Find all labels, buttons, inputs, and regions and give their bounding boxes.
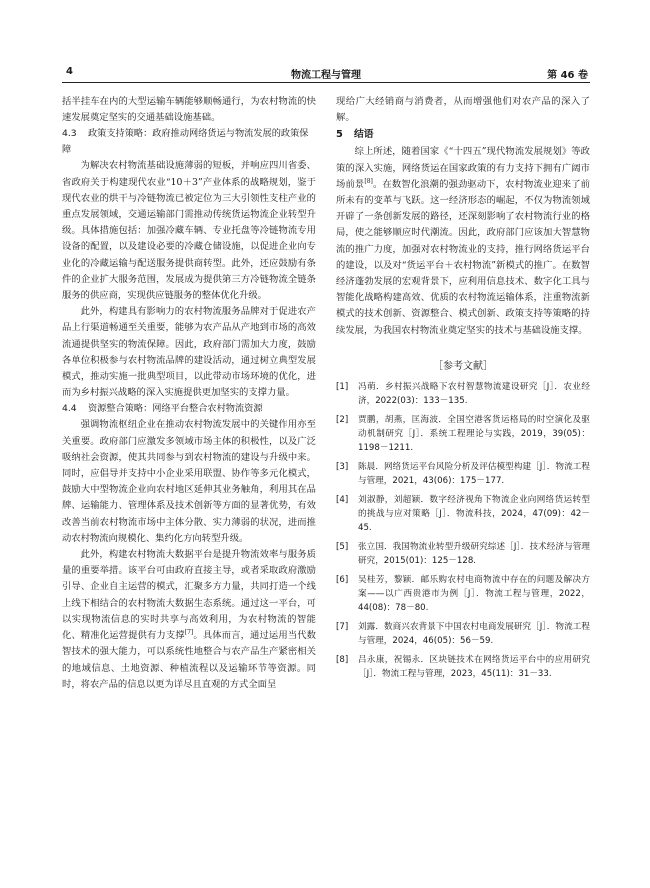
reference-text: 吴桂芳，黎颖．邮乐购农村电商物流中存在的问题及解决方案——以广西贵港市为例［J］．物流工程与管理，2022，44(08)：78－80. [358,574,590,613]
right-column [336,94,590,686]
reference-item [336,380,590,408]
paragraph: 括半挂车在内的大型运输车辆能够顺畅通行，为农村物流的快速发展奠定坚实的交通基础设施基础。 [62,96,316,124]
references-title: ［参考文献］ [433,360,493,372]
reference-number: [1] [336,381,349,392]
reference-item [336,493,590,535]
running-header [62,64,590,83]
section-heading-4-4 [62,401,316,417]
reference-text: 吕永康，祝锡永．区块链技术在网络货运平台中的应用研究［J］．物流工程与管理，2023，45(11)：31－33. [358,654,590,679]
paragraph-text: 此外，构建农村物流大数据平台是提升物流效率与服务质量的重要举措。该平台可由政府直接主导，或者采取政府激励引导、企业自主运营的模式，汇聚多方力量，共同打造一个线上线下相结合的农村物流大数据生态系统。通过这一平台，可以实现物流信息的实时共享与高效利用，为农村物流的智能化、精准化运营提供有力支撑 [62,549,316,642]
citation-ref: [8] [364,177,373,185]
section-title: 政策支持策略：政府推动网络货运与物流发展的政策保障 [62,128,309,156]
reference-item [336,573,590,615]
reference-item [336,620,590,648]
paragraph-text: 。具体而言，通过运用当代数智技术的强大能力，可以系统性地整合与农产品生产紧密相关的地域信息、土地资源、种植流程以及运输环节等资源。同时，将农产品的信息以更为详尽且直观的方式全面呈 [62,630,316,690]
section-number: 5 [336,129,343,141]
reference-number: [6] [336,574,349,585]
reference-number: [7] [336,621,349,632]
section-title: 结语 [354,129,374,141]
journal-title: 物流工程与管理 [291,70,361,81]
reference-text: 刘淑静，刘超颖．数字经济视角下物流企业向网络货运转型的挑战与应对策略［J］．物流科技，2024，47(09)：42－45. [358,494,590,533]
reference-text: 刘露．数商兴农背景下中国农村电商发展研究［J］．物流工程与管理，2024，46(05)：56－59. [358,621,590,646]
section-number: 4.4 [62,403,77,415]
reference-item [336,653,590,681]
section-heading-5 [336,126,590,144]
section-heading-4-3 [62,126,316,158]
reference-text: 贾鹏，胡燕，匡海波．全国空港客货运格局的时空演化及驱动机制研究［J］．系统工程理论与实践，2019，39(05)：1198－1211. [358,414,590,453]
reference-number: [5] [336,541,349,552]
reference-number: [8] [336,654,349,665]
reference-number: [3] [336,461,349,472]
reference-item [336,413,590,455]
reference-number: [2] [336,414,349,425]
reference-text: 陈晨．网络货运平台风险分析及评估模型构建［J］．物流工程与管理，2021，43(06)：175－177. [358,461,590,486]
left-column [62,94,316,693]
reference-list [336,380,590,681]
citation-ref: [7] [184,629,194,636]
reference-item [336,540,590,568]
reference-text: 张立国．我国物流业转型升级研究综述［J］．技术经济与管理研究，2015(01)：125－128. [358,541,590,566]
section-number: 4.3 [62,128,77,140]
reference-number: [4] [336,494,349,505]
paragraph [62,547,316,693]
paragraph: 为解决农村物流基础设施薄弱的短板，并响应四川省委、省政府关于构建现代农业“10＋3”产业体系的战略规划，鉴于现代农业的烘干与冷链物流已被定位为三大引领性支柱产业的重点发展领域，交通运输部门需推动传统货运物流企业转型升级。具体措施包括：加强冷藏车辆、专业托盘等冷链物流专用设备的配置，以及建设必要的冷藏仓储设施，以促进企业向专业化的冷藏运输与配送服务提供商转型。此外，还应鼓励有条件的企业扩大服务范围，发展成为提供第三方冷链物流全链条服务的供应商，实现供应链服务的整体优化升级。 [62,160,316,302]
paragraph-text: 综上所述，随着国家《“十四五”现代物流发展规划》等政策的深入实施，网络货运在国家政策的有力支持下拥有广阔市场前景 [336,146,590,190]
paragraph [336,144,590,338]
page-number: 4 [66,66,73,77]
paragraph: 强调物流枢纽企业在推动农村物流发展中的关键作用亦至关重要。政府部门应激发多领域市场主体的积极性，以及广泛吸纳社会资源，使其共同参与到农村物流的建设与升级中来。同时，应倡导并支持中小企业采用联盟、协作等多元化模式，鼓励大中型物流企业向农村地区延伸其业务触角，利用其在品牌、运输能力、管理体系及技术创新等方面的显著优势，有效改善当前农村物流市场中主体分散、实力薄弱的状况，进而推动农村物流向规模化、集约化方向转型升级。 [62,419,316,544]
paragraph-text: 。在数智化浪潮的强劲驱动下，农村物流业迎来了前所未有的变革与飞跃。这一经济形态的崛起，不仅为物流领域开辟了一条创新发展的路径，还深刻影响了农村物流行业的格局，使之能够顺应时代潮流。因此，政府部门应该加大智慧物流的推广力度，加强对农村物流业的支持，推行网络货运平台的建设，以及对“货运平台＋农村物流”新模式的推广。在数智经济蓬勃发展的宏观背景下，应利用信息技术、数字化工具与智能化战略构建高效、优质的农村物流运输体系，注重物流新模式的技术创新、资源整合、模式创新、政策支持等策略的持续发展，为我国农村物流业奠定坚实的技术与基础设施支撑。 [336,178,590,336]
section-title: 资源整合策略：网络平台整合农村物流资源 [88,403,263,415]
reference-text: 冯萌．乡村振兴战略下农村智慧物流建设研究［J］．农业经济，2022(03)：133－135. [358,381,590,406]
paragraph: 现给广大经销商与消费者，从而增强他们对农产品的深入了解。 [336,96,590,124]
reference-item [336,460,590,488]
paragraph: 此外，构建具有影响力的农村物流服务品牌对于促进农产品上行渠道畅通至关重要，能够为农产品从产地到市场的高效流通提供坚实的物流保障。因此，政府部门需加大力度，鼓励各单位积极参与农村物流品牌的建设活动，通过树立典型发展模式，推动实施一批典型项目，以此带动市场环境的优化，进而为乡村振兴战略的深入实施提供更加坚实的支撑力量。 [62,306,316,399]
volume-label: 第 46 卷 [547,70,588,81]
